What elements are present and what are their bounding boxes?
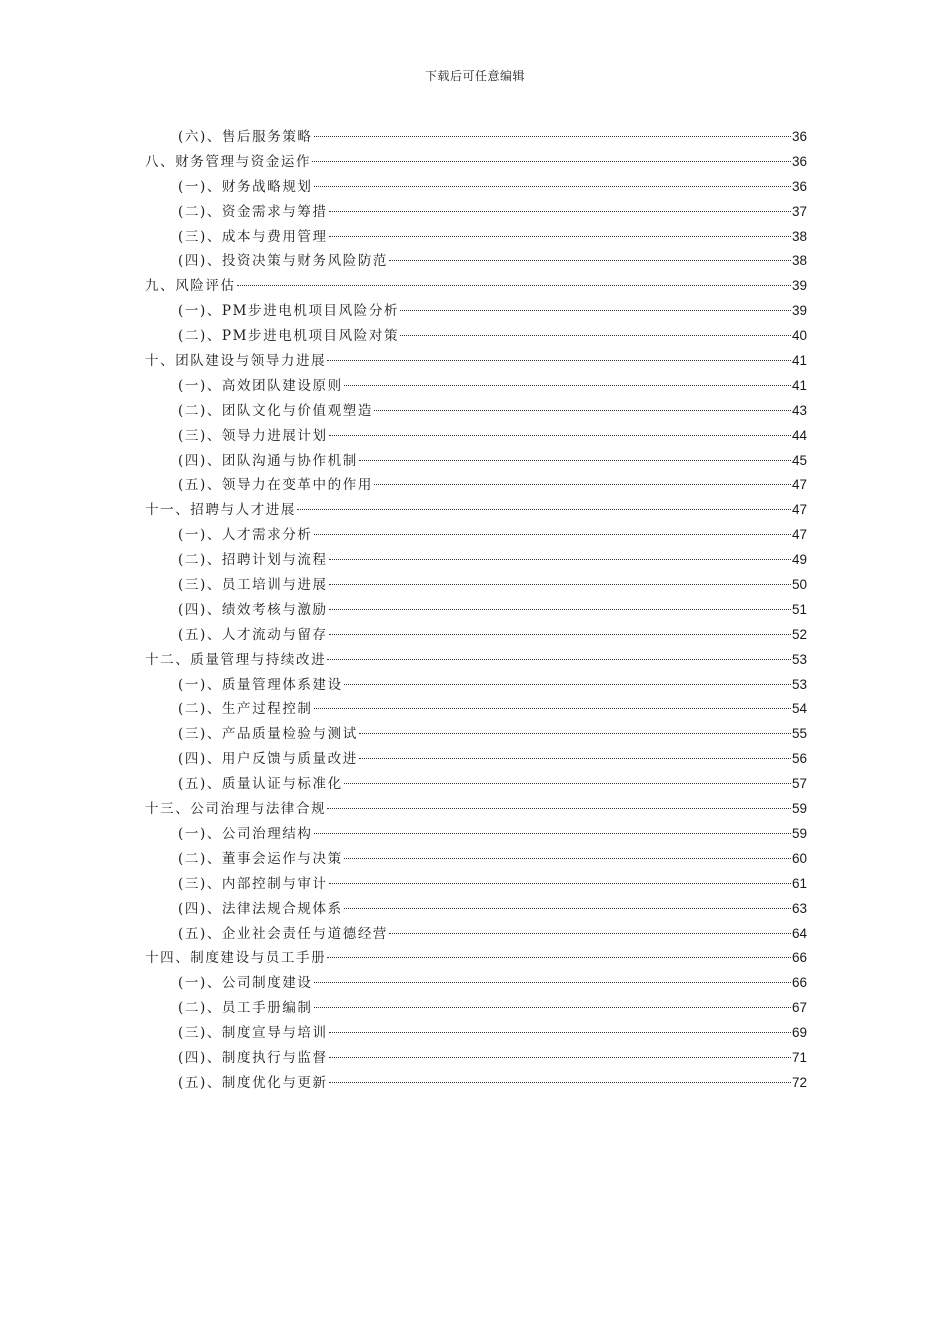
toc-entry-title: (四)、制度执行与监督 xyxy=(178,1049,328,1066)
toc-dot-leader xyxy=(297,508,791,510)
toc-dot-leader xyxy=(329,558,791,560)
toc-chapter-entry[interactable] xyxy=(145,150,807,175)
toc-dot-leader xyxy=(389,259,791,261)
toc-entry-title: (三)、产品质量检验与测试 xyxy=(178,726,358,743)
toc-dot-leader xyxy=(374,483,791,485)
toc-section-entry[interactable] xyxy=(145,573,807,598)
toc-page-number: 44 xyxy=(791,427,807,443)
toc-entry-title: (三)、制度宣导与培训 xyxy=(178,1025,328,1042)
toc-section-entry[interactable] xyxy=(145,1071,807,1096)
toc-entry-title: 十一、招聘与人才进展 xyxy=(145,502,296,519)
toc-dot-leader xyxy=(314,533,791,535)
toc-section-entry[interactable] xyxy=(145,673,807,698)
toc-section-entry[interactable] xyxy=(145,424,807,449)
toc-page-number: 38 xyxy=(791,228,807,244)
toc-entry-title: (三)、成本与费用管理 xyxy=(178,228,328,245)
toc-entry-title: (二)、资金需求与筹措 xyxy=(178,203,328,220)
toc-page-number: 41 xyxy=(791,353,807,369)
toc-entry-title: (四)、法律法规合规体系 xyxy=(178,900,343,917)
toc-page-number: 53 xyxy=(791,676,807,692)
toc-page-number: 39 xyxy=(791,278,807,294)
toc-section-entry[interactable] xyxy=(145,473,807,498)
toc-entry-title: (四)、绩效考核与激励 xyxy=(178,601,328,618)
toc-page-number: 37 xyxy=(791,203,807,219)
toc-section-entry[interactable] xyxy=(145,324,807,349)
toc-dot-leader xyxy=(329,210,791,212)
toc-page-number: 60 xyxy=(791,850,807,866)
toc-section-entry[interactable] xyxy=(145,1046,807,1071)
toc-page-number: 36 xyxy=(791,129,807,144)
toc-dot-leader xyxy=(314,185,791,187)
toc-section-entry[interactable] xyxy=(145,449,807,474)
toc-section-entry[interactable] xyxy=(145,200,807,225)
toc-page-number: 61 xyxy=(791,875,807,891)
toc-section-entry[interactable] xyxy=(145,374,807,399)
toc-entry-title: (一)、PM步进电机项目风险分析 xyxy=(178,303,400,320)
toc-page-number: 56 xyxy=(791,751,807,767)
toc-section-entry[interactable] xyxy=(145,125,807,150)
toc-entry-title: (四)、团队沟通与协作机制 xyxy=(178,452,358,469)
toc-dot-leader xyxy=(359,732,791,734)
toc-entry-title: (二)、员工手册编制 xyxy=(178,1000,313,1017)
toc-dot-leader xyxy=(327,807,791,809)
toc-entry-title: (一)、高效团队建设原则 xyxy=(178,377,343,394)
toc-page-number: 63 xyxy=(791,900,807,916)
toc-dot-leader xyxy=(314,1006,791,1008)
toc-section-entry[interactable] xyxy=(145,1021,807,1046)
toc-entry-title: (二)、PM步进电机项目风险对策 xyxy=(178,328,400,345)
toc-page-number: 47 xyxy=(791,477,807,493)
toc-dot-leader xyxy=(400,334,791,336)
toc-entry-title: (四)、投资决策与财务风险防范 xyxy=(178,253,389,270)
toc-dot-leader xyxy=(327,658,791,660)
toc-entry-title: (一)、质量管理体系建设 xyxy=(178,676,343,693)
toc-page-number: 45 xyxy=(791,452,807,468)
toc-dot-leader xyxy=(344,782,791,784)
toc-dot-leader xyxy=(329,633,791,635)
toc-dot-leader xyxy=(344,857,791,859)
toc-entry-title: (五)、领导力在变革中的作用 xyxy=(178,477,373,494)
toc-dot-leader xyxy=(329,608,791,610)
toc-page-number: 38 xyxy=(791,253,807,269)
toc-page-number: 52 xyxy=(791,626,807,642)
toc-section-entry[interactable] xyxy=(145,249,807,274)
toc-dot-leader xyxy=(329,1031,791,1033)
toc-section-entry[interactable] xyxy=(145,822,807,847)
toc-page-number: 47 xyxy=(791,502,807,518)
toc-dot-leader xyxy=(400,309,791,311)
toc-dot-leader xyxy=(329,583,791,585)
toc-section-entry[interactable] xyxy=(145,175,807,200)
toc-section-entry[interactable] xyxy=(145,523,807,548)
toc-entry-title: 九、风险评估 xyxy=(145,278,236,295)
toc-section-entry[interactable] xyxy=(145,598,807,623)
toc-entry-title: 十四、制度建设与员工手册 xyxy=(145,950,327,967)
toc-dot-leader xyxy=(374,409,791,411)
toc-dot-leader xyxy=(389,932,791,934)
toc-dot-leader xyxy=(314,707,791,709)
toc-entry-title: (一)、公司治理结构 xyxy=(178,825,313,842)
toc-dot-leader xyxy=(359,459,791,461)
toc-entry-title: (二)、生产过程控制 xyxy=(178,701,313,718)
toc-page-number: 53 xyxy=(791,651,807,667)
toc-section-entry[interactable] xyxy=(145,623,807,648)
toc-page-number: 59 xyxy=(791,801,807,817)
toc-section-entry[interactable] xyxy=(145,847,807,872)
toc-section-entry[interactable] xyxy=(145,299,807,324)
toc-page-number: 67 xyxy=(791,1000,807,1016)
toc-entry-title: (二)、董事会运作与决策 xyxy=(178,850,343,867)
toc-chapter-entry[interactable] xyxy=(145,648,807,673)
toc-chapter-entry[interactable] xyxy=(145,274,807,299)
toc-page-number: 49 xyxy=(791,552,807,568)
toc-entry-title: (三)、领导力进展计划 xyxy=(178,427,328,444)
toc-page-number: 39 xyxy=(791,303,807,319)
toc-entry-title: 十、团队建设与领导力进展 xyxy=(145,353,327,370)
toc-dot-leader xyxy=(329,1081,791,1083)
toc-page-number: 51 xyxy=(791,601,807,617)
toc-entry-title: (四)、用户反馈与质量改进 xyxy=(178,751,358,768)
toc-page-number: 54 xyxy=(791,701,807,717)
toc-section-entry[interactable] xyxy=(145,922,807,947)
toc-page-number: 36 xyxy=(791,178,807,194)
toc-section-entry[interactable] xyxy=(145,772,807,797)
toc-chapter-entry[interactable] xyxy=(145,797,807,822)
header-note: 下载后可任意编辑 xyxy=(424,69,525,83)
toc-page-number: 66 xyxy=(791,975,807,991)
toc-dot-leader xyxy=(329,882,791,884)
toc-page-number: 71 xyxy=(791,1049,807,1065)
toc-dot-leader xyxy=(344,384,791,386)
toc-section-entry[interactable] xyxy=(145,225,807,250)
toc-dot-leader xyxy=(359,757,791,759)
toc-section-entry[interactable] xyxy=(145,399,807,424)
table-of-contents xyxy=(145,125,807,1096)
toc-page-number: 59 xyxy=(791,825,807,841)
toc-dot-leader xyxy=(314,832,791,834)
toc-page-number: 47 xyxy=(791,527,807,543)
toc-entry-title: (二)、团队文化与价值观塑造 xyxy=(178,402,373,419)
toc-entry-title: (三)、员工培训与进展 xyxy=(178,577,328,594)
toc-entry-title: (六)、售后服务策略 xyxy=(178,129,313,145)
toc-page-number: 72 xyxy=(791,1074,807,1090)
toc-entry-title: (五)、制度优化与更新 xyxy=(178,1074,328,1091)
toc-chapter-entry[interactable] xyxy=(145,498,807,523)
toc-page-number: 66 xyxy=(791,950,807,966)
toc-chapter-entry[interactable] xyxy=(145,946,807,971)
toc-page-number: 55 xyxy=(791,726,807,742)
toc-section-entry[interactable] xyxy=(145,722,807,747)
toc-page-number: 57 xyxy=(791,776,807,792)
toc-dot-leader xyxy=(314,135,791,137)
toc-page-number: 36 xyxy=(791,153,807,169)
toc-dot-leader xyxy=(344,907,791,909)
toc-page-number: 69 xyxy=(791,1025,807,1041)
toc-entry-title: (一)、公司制度建设 xyxy=(178,975,313,992)
toc-dot-leader xyxy=(237,284,791,286)
toc-dot-leader xyxy=(314,981,791,983)
toc-entry-title: 十三、公司治理与法律合规 xyxy=(145,801,327,818)
toc-section-entry[interactable] xyxy=(145,872,807,897)
toc-entry-title: 八、财务管理与资金运作 xyxy=(145,153,312,170)
toc-entry-title: (二)、招聘计划与流程 xyxy=(178,552,328,569)
toc-section-entry[interactable] xyxy=(145,697,807,722)
toc-section-entry[interactable] xyxy=(145,897,807,922)
toc-entry-title: (三)、内部控制与审计 xyxy=(178,875,328,892)
toc-dot-leader xyxy=(329,434,791,436)
toc-section-entry[interactable] xyxy=(145,747,807,772)
toc-entry-title: (一)、人才需求分析 xyxy=(178,527,313,544)
toc-dot-leader xyxy=(329,235,791,237)
toc-entry-title: (五)、企业社会责任与道德经营 xyxy=(178,925,389,942)
toc-section-entry[interactable] xyxy=(145,971,807,996)
toc-dot-leader xyxy=(327,359,791,361)
toc-section-entry[interactable] xyxy=(145,996,807,1021)
toc-entry-title: 十二、质量管理与持续改进 xyxy=(145,651,327,668)
toc-page-number: 40 xyxy=(791,328,807,344)
toc-dot-leader xyxy=(327,956,791,958)
toc-page-number: 50 xyxy=(791,577,807,593)
toc-chapter-entry[interactable] xyxy=(145,349,807,374)
toc-page-number: 43 xyxy=(791,402,807,418)
toc-entry-title: (一)、财务战略规划 xyxy=(178,178,313,195)
toc-page-number: 41 xyxy=(791,377,807,393)
toc-section-entry[interactable] xyxy=(145,548,807,573)
toc-page-number: 64 xyxy=(791,925,807,941)
toc-dot-leader xyxy=(344,683,791,685)
toc-entry-title: (五)、质量认证与标准化 xyxy=(178,776,343,793)
toc-dot-leader xyxy=(312,160,791,162)
toc-dot-leader xyxy=(329,1056,791,1058)
toc-entry-title: (五)、人才流动与留存 xyxy=(178,626,328,643)
